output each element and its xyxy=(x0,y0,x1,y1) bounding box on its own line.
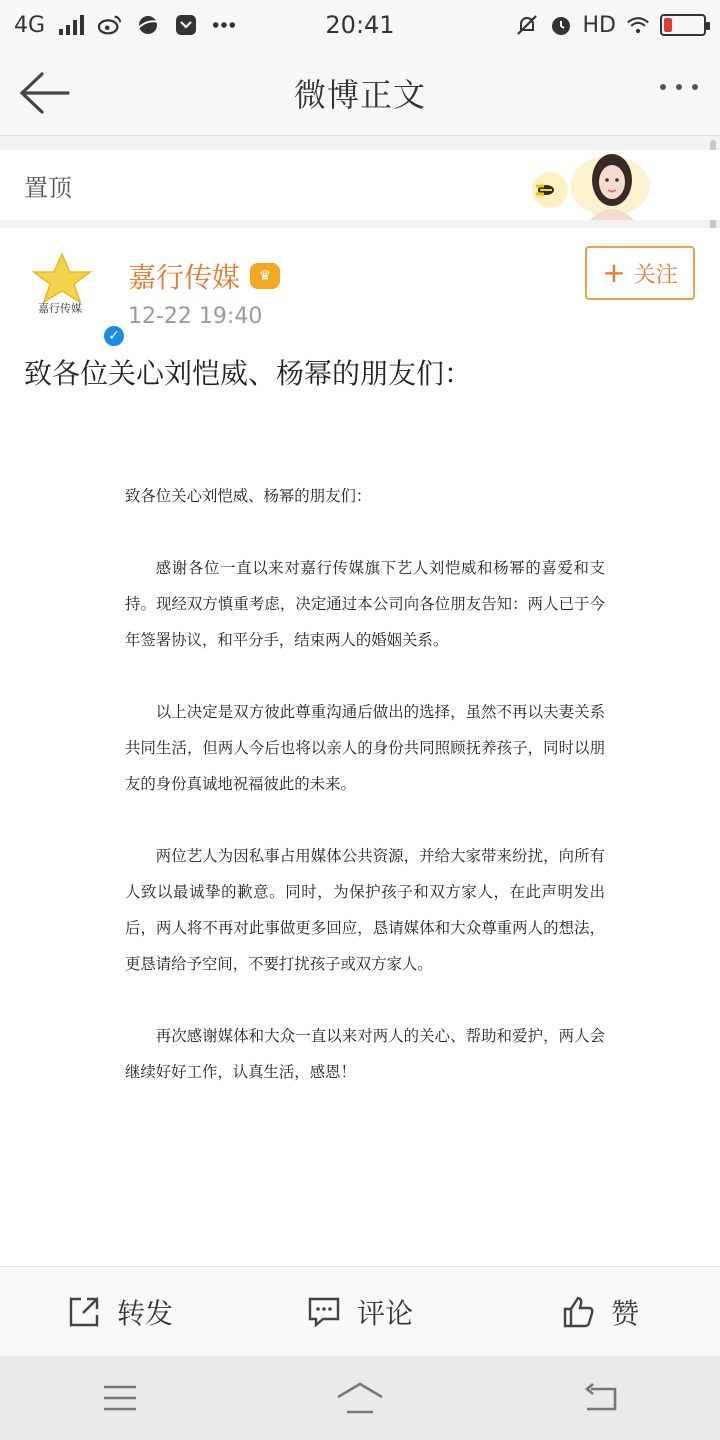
post-timestamp: 12-22 19:40 xyxy=(128,304,263,329)
vip-crown-icon: ♛ xyxy=(250,263,280,289)
follow-label: 关注 xyxy=(633,262,678,288)
pinned-label: 置顶 xyxy=(24,173,72,202)
back-arrow-icon[interactable] xyxy=(18,70,70,116)
post-card xyxy=(0,228,720,1266)
back-icon[interactable] xyxy=(570,1368,630,1428)
letter-greeting: 致各位关心刘恺威、杨幂的朋友们： xyxy=(125,487,372,505)
app-icon xyxy=(174,13,198,37)
avatar[interactable] xyxy=(26,250,120,344)
follow-button[interactable] xyxy=(585,246,695,300)
verified-badge-icon: ✓ xyxy=(102,324,126,348)
more-options-icon[interactable] xyxy=(660,84,698,90)
thumbs-up-icon xyxy=(561,1295,595,1329)
letter-paragraph: 再次感谢媒体和大众一直以来对两人的关心、帮助和爱护，两人会继续好好工作，认真生活，感恩！ xyxy=(125,1027,605,1081)
comment-icon xyxy=(307,1296,341,1328)
plus-icon: + xyxy=(602,256,626,289)
alarm-icon xyxy=(549,13,573,37)
menu-icon[interactable] xyxy=(90,1368,150,1428)
like-label: 赞 xyxy=(610,1296,639,1330)
repost-icon xyxy=(67,1295,101,1329)
system-nav-bar xyxy=(0,1356,720,1440)
repost-button[interactable] xyxy=(0,1267,240,1356)
repost-label: 转发 xyxy=(116,1296,173,1330)
wifi-icon xyxy=(626,13,650,37)
letter-paragraph: 感谢各位一直以来对嘉行传媒旗下艺人刘恺威和杨幂的喜爱和支持。现经双方慎重考虑，决定通过本公司向各位朋友告知：两人已于今年签署协议，和平分手，结束两人的婚姻关系。 xyxy=(125,559,605,649)
letter-paragraph: 以上决定是双方彼此尊重沟通后做出的选择，虽然不再以夫妻关系共同生活，但两人今后也将以亲人的身份共同照顾抚养孩子，同时以朋友的身份真诚地祝福彼此的未来。 xyxy=(125,703,605,793)
mute-icon xyxy=(515,13,539,37)
letter-paragraph: 两位艺人为因私事占用媒体公共资源，并给大家带来纷扰，向所有人致以最诚挚的歉意。同时，为保护孩子和双方家人，在此声明发出后，两人将不再对此事做更多回应，恳请媒体和大众尊重两人的想法，更恳请给予空间，不要打扰孩子或双方家人。 xyxy=(125,847,605,973)
weibo-icon xyxy=(98,13,122,37)
network-label: 4G xyxy=(14,12,46,38)
nav-bar xyxy=(0,50,720,136)
comment-button[interactable] xyxy=(240,1267,480,1356)
letter-image[interactable] xyxy=(125,478,605,1126)
avatar-text: 嘉行传媒 xyxy=(38,302,82,315)
author-name[interactable]: 嘉行传媒 xyxy=(128,261,241,294)
comment-label: 评论 xyxy=(356,1296,413,1330)
hd-label: HD xyxy=(582,12,616,38)
clock: 20:41 xyxy=(325,11,395,39)
page-title: 微博正文 xyxy=(293,75,426,114)
more-notifications-icon xyxy=(212,13,236,37)
planet-icon xyxy=(136,13,160,37)
author-name-row[interactable] xyxy=(128,256,280,296)
signal-icon xyxy=(59,15,84,35)
pinned-bar xyxy=(0,150,720,220)
like-button[interactable] xyxy=(480,1267,720,1356)
post-text: 致各位关心刘恺威、杨幂的朋友们： xyxy=(24,357,473,390)
status-bar xyxy=(0,0,720,50)
home-icon[interactable] xyxy=(330,1368,390,1428)
battery-icon xyxy=(660,14,706,36)
action-bar xyxy=(0,1266,720,1356)
pinned-decoration-image xyxy=(530,150,660,220)
